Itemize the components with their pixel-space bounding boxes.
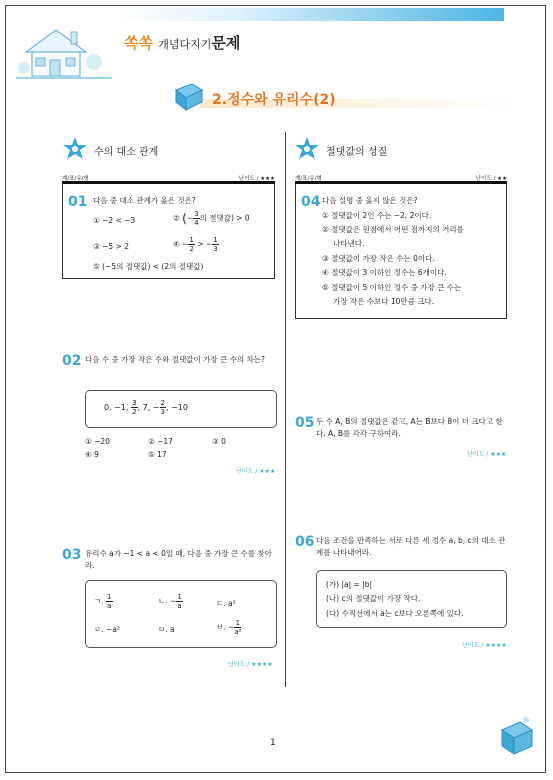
q02-question: 다음 수 중 가장 작은 수와 절댓값이 가장 큰 수의 차는? [85, 355, 265, 364]
q01-difficulty: 난이도 / ★★★ [238, 176, 275, 182]
brand-main: 쏙쏙 [124, 34, 153, 52]
q01-header-row [62, 174, 275, 184]
header-gradient-bar [118, 8, 504, 21]
q05-difficulty: 난이도 / ★★★ [467, 451, 507, 458]
q04-option-1[interactable]: ① 절댓값이 2인 수는 −2, 2이다. [322, 211, 432, 220]
fraction-denominator: a [107, 602, 112, 610]
fraction-numerator: 3 [194, 210, 199, 218]
q02-option-5[interactable]: ⑤ 17 [148, 450, 167, 459]
q04-number: 04 [301, 194, 321, 210]
fraction-numerator: 1 [213, 236, 218, 244]
q01-option-3[interactable]: ③ −5 > 2 [93, 242, 129, 251]
q03-choice-b-label: ㄴ. − [158, 596, 177, 606]
section-title-right: 절댓값의 성질 [326, 147, 388, 158]
fraction-denominator: 2 [189, 245, 194, 253]
q03-choice-b-fraction [176, 593, 182, 610]
q01-number: 01 [68, 194, 88, 210]
q06-number: 06 [295, 534, 315, 550]
q01-option-4-label: ④ − [173, 239, 189, 249]
house-logo-icon [16, 12, 112, 82]
brand-sub: 개념다지기 [158, 38, 212, 51]
q03-choice-a-label: ㄱ. [94, 596, 104, 606]
brand-title [124, 32, 240, 53]
q03-question: 유리수 a가 −1 < a < 0일 때, 다음 중 가장 큰 수를 찾아라. [85, 549, 272, 570]
q02-numbers-a: 0, −1, [104, 403, 129, 412]
book-icon [172, 82, 206, 112]
q04-option-2-cont: 나타낸다. [333, 239, 365, 248]
fraction-denominator: a² [234, 628, 242, 636]
q03-choice-f-label: ㅂ. − [216, 622, 235, 632]
q03-choice-f-fraction [234, 619, 241, 636]
q06-condition-3: (다) 수직선에서 a는 c보다 오른쪽에 있다. [326, 609, 464, 618]
q01-tag: 계/표/유/형 [62, 176, 89, 182]
q05-question: 두 수 A, B의 절댓값은 같고, A는 B보다 8이 더 크다고 한다. A, B를 각각 구하여라. [316, 417, 503, 438]
q04-option-3[interactable]: ③ 절댓값이 가장 작은 수는 0이다. [322, 254, 435, 263]
q01-option-2-tail: 의 절댓값) > 0 [199, 213, 250, 223]
q01-option-2[interactable]: ② (− $\frac{3}{4}$ 의 절댓값) > 0 [173, 210, 250, 227]
chapter-title: 2.정수와 유리수(2) [212, 92, 336, 108]
q03-choice-a-fraction [106, 593, 112, 610]
column-divider [285, 132, 286, 687]
q03-choice-c[interactable]: ㄷ. a² [216, 599, 236, 608]
fraction-numerator: 1 [235, 619, 241, 627]
fraction-numerator: 1 [177, 593, 182, 601]
page-frame [5, 5, 546, 773]
q01-option-4-fraction-2 [212, 236, 218, 253]
q03-choice-b[interactable] [158, 593, 183, 610]
fraction-numerator: 3 [132, 399, 137, 407]
q02-number: 02 [62, 353, 82, 369]
fraction-denominator: 3 [213, 245, 218, 253]
fraction-denominator: 3 [160, 408, 165, 416]
section-title-left: 수의 대소 관계 [94, 147, 159, 158]
q03-choice-e[interactable]: ㅁ. a [158, 625, 175, 634]
q03-choice-d[interactable]: ㄹ. −a² [94, 625, 120, 634]
fraction-numerator: 2 [160, 399, 165, 407]
q03-choice-a[interactable] [94, 593, 113, 610]
q01-question: 다음 중 대소 관계가 옳은 것은? [93, 196, 196, 205]
q02-option-4[interactable]: ④ 9 [85, 450, 99, 459]
q02-option-3[interactable]: ③ 0 [212, 437, 226, 446]
q04-option-4[interactable]: ④ 절댓값이 3 이하인 정수는 6개이다. [322, 268, 447, 277]
q01-option-4-fraction-1 [188, 236, 194, 253]
star-icon [62, 136, 88, 160]
q03-number: 03 [62, 547, 82, 563]
q01-option-5[interactable]: ⑤ (−5의 절댓값) < (2의 절댓값) [93, 262, 204, 271]
q06-condition-1: (가) |a| = |b| [326, 580, 372, 589]
q06-condition-2: (나) c의 절댓값이 가장 작다. [326, 594, 421, 603]
q04-tag: 계/표/유/형 [295, 176, 322, 182]
fraction-numerator: 1 [189, 236, 194, 244]
star-icon [294, 136, 320, 160]
q04-option-5-cont: 가장 작은 수보다 10만큼 크다. [333, 297, 435, 306]
q01-option-1[interactable]: ① −2 < −3 [93, 216, 136, 225]
q02-numbers-c: , 7, − [137, 403, 160, 412]
q03-difficulty: 난이도 / ★★★★ [228, 661, 273, 668]
q04-question: 다음 설명 중 옳지 않은 것은? [322, 196, 418, 205]
q01-option-4-middle: > − [197, 239, 213, 249]
fraction-denominator: 2 [132, 408, 137, 416]
page-number: 1 [270, 738, 276, 748]
brand-end: 문제 [211, 34, 241, 52]
q04-option-2[interactable]: ② 절댓값은 원점에서 어떤 점까지의 거리를 [322, 225, 464, 234]
q06-difficulty: 난이도 / ★★★★ [462, 642, 507, 649]
q02-option-1[interactable]: ① −20 [85, 437, 110, 446]
fraction-denominator: a [177, 602, 182, 610]
q04-header-row [295, 174, 507, 184]
q04-difficulty: 난이도 / ★★ [475, 176, 507, 182]
q01-option-4[interactable] [173, 236, 219, 253]
q02-option-2[interactable]: ② −17 [148, 437, 173, 446]
q06-question: 다음 조건을 만족하는 서로 다른 세 정수 a, b, c의 대소 관계를 나타내어라. [316, 536, 506, 557]
q01-option-2-label: ② [173, 213, 180, 223]
book-stack-icon [496, 716, 536, 758]
q02-number-list [104, 399, 188, 416]
q05-number: 05 [295, 415, 315, 431]
fraction-numerator: 1 [107, 593, 112, 601]
q02-numbers-e: , −10 [165, 403, 188, 412]
q02-difficulty: 난이도 / ★★★ [236, 468, 276, 475]
fraction-denominator: 4 [194, 219, 199, 227]
q03-choice-box [85, 580, 277, 648]
q04-option-5[interactable]: ⑤ 절댓값이 5 이하인 정수 중 가장 큰 수는 [322, 283, 462, 292]
q03-choice-f[interactable] [216, 619, 241, 636]
